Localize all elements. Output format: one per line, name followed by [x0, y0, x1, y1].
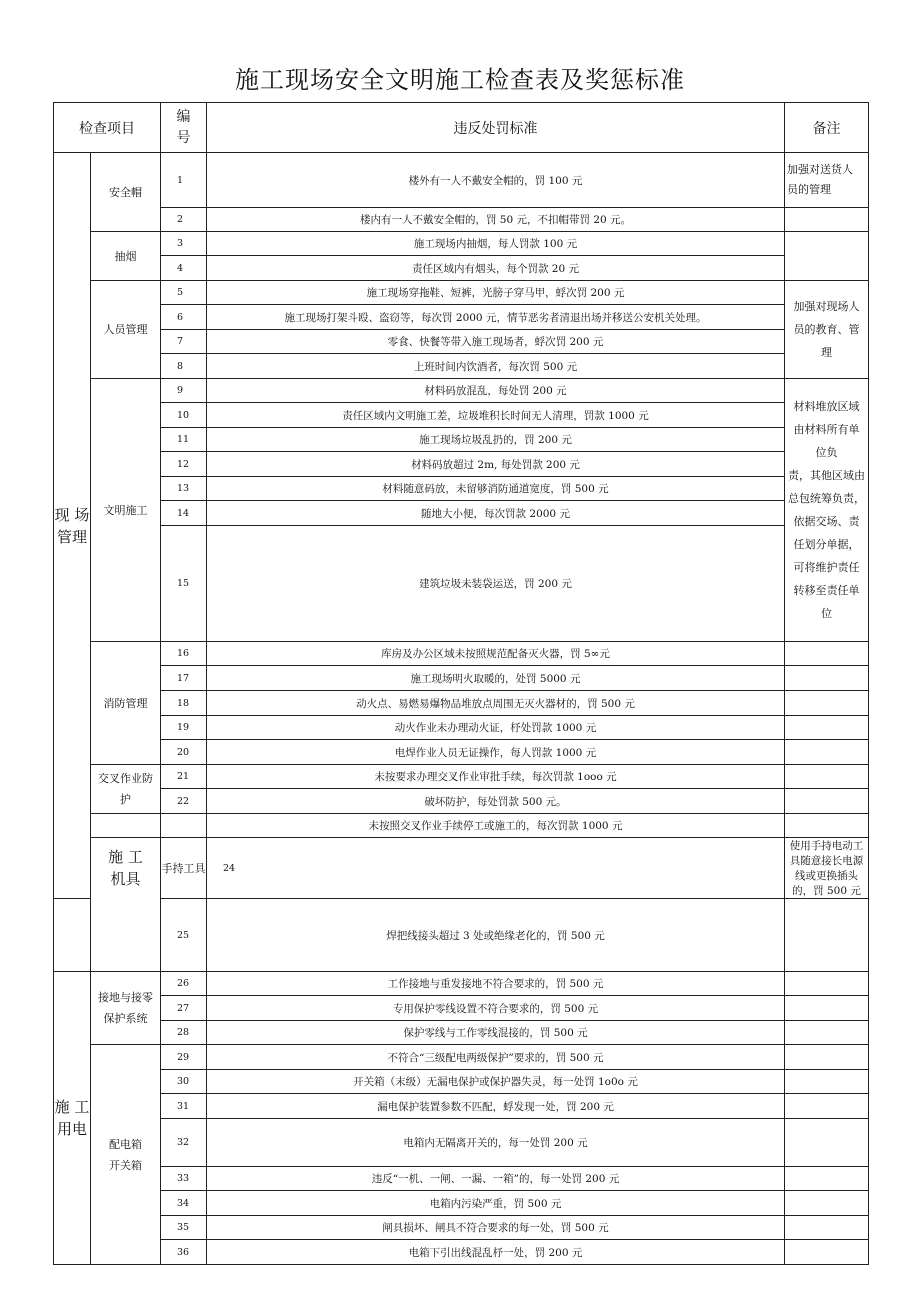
row-number: 2: [161, 208, 207, 232]
penalty-standard: 违反“一机、一闸、一漏、一箱”的，每一处罚 200 元: [207, 1167, 785, 1191]
row-number: 5: [161, 281, 207, 305]
row-number: 30: [161, 1070, 207, 1094]
note-empty: [785, 899, 869, 972]
note-civilized: 材料堆放区域 由材料所有单 位负 责，其他区域由 总包统筹负责， 依据交场、责 任划分单据， 可将维护责任 转移至责任单 位: [785, 379, 869, 642]
penalty-standard: 动火作业未办理动火证，杼处罚款 1000 元: [207, 716, 785, 740]
table-row: [54, 256, 869, 281]
penalty-standard: 工作接地与重发接地不符合要求的，罚 500 元: [207, 972, 785, 996]
note-empty: [785, 1167, 869, 1191]
penalty-standard: 材料随意码放，未留够消防通道宽度，罚 500 元: [207, 477, 785, 501]
penalty-standard: 材料码放混乱，每处罚 200 元: [207, 379, 785, 403]
row-number: 22: [161, 789, 207, 814]
note-personnel: 加强对现场人 员的教育、管 理: [785, 281, 869, 379]
table-row: [54, 996, 869, 1021]
group-site: 现 场 管理: [54, 153, 91, 899]
row-number: 14: [161, 501, 207, 526]
table-row: [54, 1240, 869, 1265]
penalty-standard: 电箱内污染严重，罚 500 元: [207, 1191, 785, 1216]
penalty-standard: 电箱内无隔离开关的，每一处罚 200 元: [207, 1119, 785, 1167]
table-row: [54, 403, 869, 428]
penalty-standard: 未按照交叉作业手续停工或施工的，每次罚款 1000 元: [207, 814, 785, 838]
penalty-standard: 使用手持电动工具随意接长电源线或更换插头的，罚 500 元: [785, 838, 869, 899]
note-empty: [785, 789, 869, 814]
penalty-standard: 材料码放超过 2m, 每处罚款 200 元: [207, 452, 785, 477]
penalty-standard: 专用保护零线设置不符合要求的，罚 500 元: [207, 996, 785, 1021]
row-number: 35: [161, 1216, 207, 1240]
row-number: 28: [161, 1021, 207, 1045]
note-empty: [785, 740, 869, 765]
row-number: 13: [161, 477, 207, 501]
note-empty: [785, 1070, 869, 1094]
row-number: 26: [161, 972, 207, 996]
table-row: [54, 1070, 869, 1094]
note-empty: [785, 208, 869, 232]
note-empty: [785, 1240, 869, 1265]
table-row: [54, 153, 869, 208]
table-row: [54, 1167, 869, 1191]
inspection-table: [53, 102, 869, 1265]
group-machinery: 施 工 机具: [91, 838, 161, 972]
row-number: 25: [161, 899, 207, 972]
note-empty: [785, 814, 869, 838]
table-row: [54, 354, 869, 379]
row-number: 32: [161, 1119, 207, 1167]
penalty-standard: 动火点、易燃易爆物品堆放点周围无灭火器材的，罚 500 元: [207, 691, 785, 716]
penalty-standard: 零食、快餐等带入施工现场者，蜉次罚 200 元: [207, 330, 785, 354]
table-row: [54, 208, 869, 232]
table-row: [54, 428, 869, 452]
header-item: 检查项目: [54, 103, 161, 153]
table-row: [54, 1191, 869, 1216]
row-number: 17: [161, 666, 207, 691]
note-empty: [785, 666, 869, 691]
note-empty: [785, 716, 869, 740]
penalty-standard: 闸具损坏、闸具不符合要求的每一处，罚 500 元: [207, 1216, 785, 1240]
penalty-standard: 电焊作业人员无证操作，每人罚款 1000 元: [207, 740, 785, 765]
row-number: 24: [207, 838, 785, 899]
table-row: [54, 501, 869, 526]
penalty-standard: 开关箱（末级）无漏电保护或保护器失灵，每一处罚 1o0o 元: [207, 1070, 785, 1094]
penalty-standard: 焊把线接头超过 3 处或绝缘老化的，罚 500 元: [207, 899, 785, 972]
table-row: [54, 1045, 869, 1070]
sub-item-personnel: 人员管理: [91, 281, 161, 379]
note-empty: [785, 1021, 869, 1045]
table-row: [54, 305, 869, 330]
table-row: [54, 899, 869, 972]
note-empty: [785, 232, 869, 281]
penalty-standard: 破坏防护，每处罚款 500 元。: [207, 789, 785, 814]
header-standard: 违反处罚标准: [207, 103, 785, 153]
row-number: 16: [161, 642, 207, 666]
note-empty: [785, 1191, 869, 1216]
note-empty: [785, 1216, 869, 1240]
row-number: [161, 814, 207, 838]
table-row: [54, 666, 869, 691]
table-row: [54, 789, 869, 814]
row-number: 3: [161, 232, 207, 256]
header-note: 备注: [785, 103, 869, 153]
penalty-standard: 施工现场内抽烟，每人罚款 100 元: [207, 232, 785, 256]
row-number: 8: [161, 354, 207, 379]
penalty-standard: 施工现场明火取暖的，处罚 5000 元: [207, 666, 785, 691]
penalty-standard: 楼内有一人不戴安全帽的，罚 50 元，不扣帽带罚 20 元。: [207, 208, 785, 232]
table-row: [54, 1216, 869, 1240]
sub-item-fire: 消防管理: [91, 642, 161, 765]
table-row: [54, 972, 869, 996]
row-number: 36: [161, 1240, 207, 1265]
row-number: 6: [161, 305, 207, 330]
row-number: 21: [161, 765, 207, 789]
penalty-standard: 不符合“三级配电两级保护”要求的，罚 500 元: [207, 1045, 785, 1070]
penalty-standard: 随地大小便，每次罚款 2000 元: [207, 501, 785, 526]
header-row: [54, 103, 869, 153]
table-row: [54, 281, 869, 305]
row-number: 29: [161, 1045, 207, 1070]
note-empty: [785, 972, 869, 996]
row-number: 7: [161, 330, 207, 354]
row-number: 27: [161, 996, 207, 1021]
table-row: [54, 838, 869, 899]
row-number: 20: [161, 740, 207, 765]
table-row: [54, 814, 869, 838]
table-row: [54, 642, 869, 666]
note-helmet: 加强对送货人 员的管理: [785, 153, 869, 208]
penalty-standard: 建筑垃圾未装袋运送，罚 200 元: [207, 526, 785, 642]
penalty-standard: 楼外有一人不戴安全帽的，罚 100 元: [207, 153, 785, 208]
table-row: [54, 379, 869, 403]
note-empty: [785, 1119, 869, 1167]
table-row: [54, 691, 869, 716]
penalty-standard: 未按要求办理交叉作业审批手续，每次罚款 1ooo 元: [207, 765, 785, 789]
row-number: 31: [161, 1094, 207, 1119]
sub-item-helmet: 安全帽: [91, 153, 161, 232]
group-power: 施 工 用电: [54, 972, 91, 1265]
row-number: 1: [161, 153, 207, 208]
penalty-standard: 保护零线与工作零线混接的，罚 500 元: [207, 1021, 785, 1045]
penalty-standard: 漏电保护装置参数不匹配，蜉发现一处，罚 200 元: [207, 1094, 785, 1119]
sub-item-smoking: 抽烟: [91, 232, 161, 281]
page-title: 施工现场安全文明施工检查表及奖惩标准: [235, 66, 685, 94]
sub-item-box: 配电箱 开关箱: [91, 1045, 161, 1265]
note-empty: [785, 1094, 869, 1119]
row-number: 19: [161, 716, 207, 740]
row-number: 15: [161, 526, 207, 642]
note-empty: [785, 765, 869, 789]
table-row: [54, 1094, 869, 1119]
note-empty: [785, 642, 869, 666]
row-number: 11: [161, 428, 207, 452]
header-number: 编 号: [161, 103, 207, 153]
sub-item-empty: [54, 899, 91, 972]
row-number: 12: [161, 452, 207, 477]
penalty-standard: 库房及办公区域未按照规范配备灭火器，罚 5∞元: [207, 642, 785, 666]
table-row: [54, 1119, 869, 1167]
row-number: 9: [161, 379, 207, 403]
table-row: [54, 1021, 869, 1045]
sub-item-cross: 交叉作业防 护: [91, 765, 161, 814]
penalty-standard: 施工现场穿拖鞋、短裤，光膀子穿马甲，蜉次罚 200 元: [207, 281, 785, 305]
table-row: [54, 232, 869, 256]
sub-item-grounding: 接地与接零 保护系统: [91, 972, 161, 1045]
table-row: [54, 477, 869, 501]
note-empty: [785, 691, 869, 716]
table-row: [54, 716, 869, 740]
row-number: 4: [161, 256, 207, 281]
table-row: [54, 330, 869, 354]
penalty-standard: 上班时间内饮酒者，每次罚 500 元: [207, 354, 785, 379]
note-empty: [785, 996, 869, 1021]
table-row: [54, 765, 869, 789]
row-number: 34: [161, 1191, 207, 1216]
row-number: 33: [161, 1167, 207, 1191]
penalty-standard: 施工现场垃圾乱扔的，罚 200 元: [207, 428, 785, 452]
table-row: [54, 740, 869, 765]
table-row: [54, 526, 869, 642]
row-number: 10: [161, 403, 207, 428]
sub-item-handtool: 手持工具: [161, 838, 207, 899]
penalty-standard: 施工现场打架斗殴、盗窃等，每次罚 2000 元，情节恶劣者清退出场并移送公安机关处理。: [207, 305, 785, 330]
row-number: 18: [161, 691, 207, 716]
penalty-standard: 电箱下引出线混乱杼一处，罚 200 元: [207, 1240, 785, 1265]
sub-item-civilized: 文明施工: [91, 379, 161, 642]
penalty-standard: 责任区域内有烟头，每个罚款 20 元: [207, 256, 785, 281]
penalty-standard: 责任区域内文明施工差，垃圾堆积长时间无人清理，罚款 1000 元: [207, 403, 785, 428]
note-empty: [785, 1045, 869, 1070]
table-row: [54, 452, 869, 477]
sub-item-empty: [91, 814, 161, 838]
